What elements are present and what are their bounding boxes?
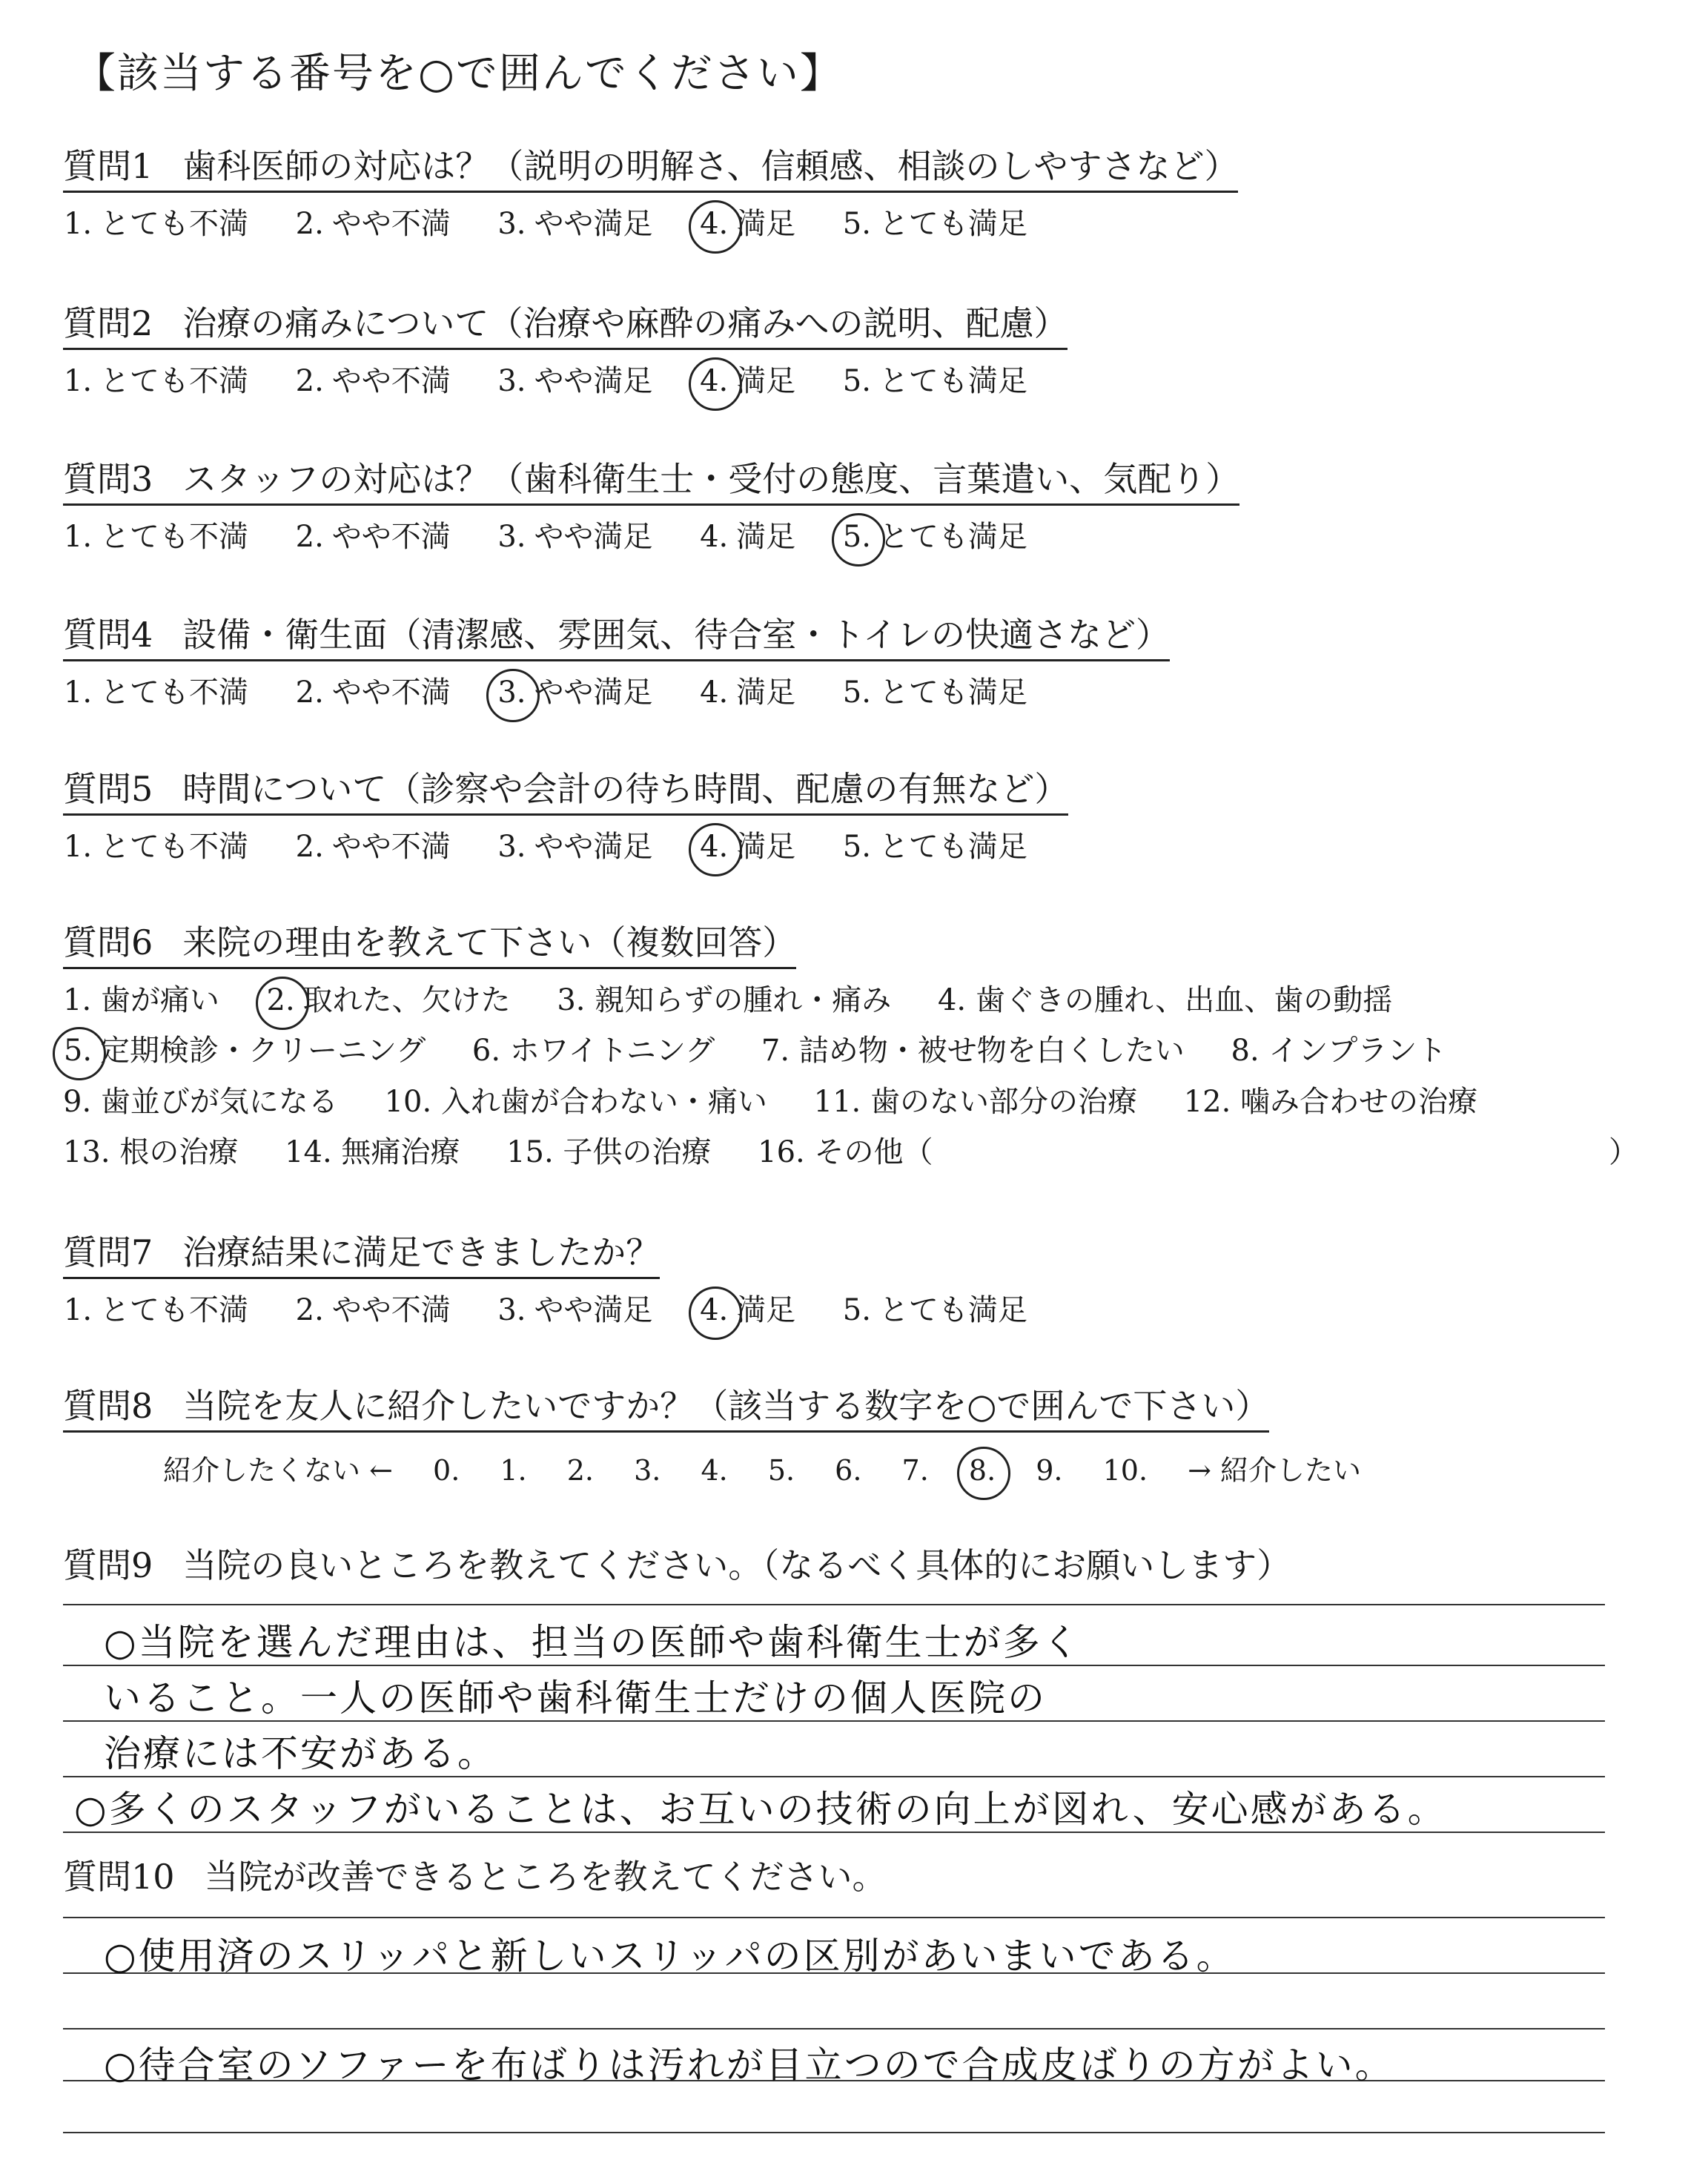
scale-right-label: → 紹介したい <box>1188 1454 1362 1487</box>
reason-8[interactable]: 8. インプラント <box>1231 1034 1447 1068</box>
question-9 <box>63 1546 1291 1590</box>
scale-10[interactable]: 10. <box>1102 1454 1148 1487</box>
question-7-options <box>63 1292 1065 1328</box>
q9-handwritten-line-4: ○多くのスタッフがいることは、お互いの技術の向上が図れ、安心感がある。 <box>74 1788 1447 1831</box>
option-2[interactable]: 2. やや不満 <box>295 364 451 398</box>
answer-line <box>63 1604 1605 1605</box>
option-2[interactable]: 2. やや不満 <box>295 207 451 241</box>
scale-left-label: 紹介したくない ← <box>163 1454 393 1487</box>
option-4-selected[interactable]: 4. 満足 <box>700 830 796 864</box>
option-4-selected[interactable]: 4. 満足 <box>700 1293 796 1327</box>
option-4[interactable]: 4. 満足 <box>700 676 796 710</box>
reason-2-selected[interactable]: 2. 取れた、欠けた <box>266 983 511 1017</box>
option-3[interactable]: 3. やや満足 <box>497 830 653 864</box>
option-1[interactable]: 1. とても不満 <box>63 520 248 554</box>
question-1-text: 歯科医師の対応は？（説明の明解さ、信頼感、相談のしやすさなど） <box>182 146 1239 186</box>
option-5[interactable]: 5. とても満足 <box>842 830 1027 864</box>
question-2 <box>63 304 1068 350</box>
question-9-text: 当院の良いところを教えてください。（なるべく具体的にお願いします） <box>182 1545 1291 1585</box>
reason-6[interactable]: 6. ホワイトニング <box>471 1034 715 1068</box>
option-2[interactable]: 2. やや不満 <box>295 676 451 710</box>
reason-9[interactable]: 9. 歯並びが気になる <box>63 1085 338 1119</box>
question-3-options <box>63 519 1065 555</box>
question-4-text: 設備・衛生面（清潔感、雰囲気、待合室・トイレの快適さなど） <box>182 615 1170 655</box>
q9-handwritten-line-1: ○当院を選んだ理由は、担当の医師や歯科衛生士が多く <box>104 1621 1082 1664</box>
question-5-text: 時間について（診察や会計の待ち時間、配慮の有無など） <box>182 769 1069 809</box>
answer-line <box>63 2028 1605 2029</box>
option-2[interactable]: 2. やや不満 <box>295 520 451 554</box>
question-5 <box>63 770 1068 816</box>
reason-15[interactable]: 15. 子供の治療 <box>506 1135 712 1169</box>
question-4-label: 質問4 <box>63 615 153 655</box>
reason-12[interactable]: 12. 噛み合わせの治療 <box>1183 1085 1478 1119</box>
question-6-row-1 <box>63 982 1429 1018</box>
question-3-label: 質問3 <box>63 459 153 499</box>
option-3[interactable]: 3. やや満足 <box>497 207 653 241</box>
scale-0[interactable]: 0. <box>433 1454 460 1487</box>
option-1[interactable]: 1. とても不満 <box>63 676 248 710</box>
q9-handwritten-line-2: いること。一人の医師や歯科衛生士だけの個人医院の <box>104 1677 1047 1720</box>
option-5[interactable]: 5. とても満足 <box>842 676 1027 710</box>
q9-handwritten-line-3: 治療には不安がある。 <box>104 1732 497 1775</box>
option-2[interactable]: 2. やや不満 <box>295 830 451 864</box>
option-4-selected[interactable]: 4. 満足 <box>700 364 796 398</box>
scale-6[interactable]: 6. <box>835 1454 862 1487</box>
scale-5[interactable]: 5. <box>767 1454 795 1487</box>
question-8-label: 質問8 <box>63 1386 153 1426</box>
question-10 <box>63 1857 887 1901</box>
reason-7[interactable]: 7. 詰め物・被せ物を白くしたい <box>761 1034 1185 1068</box>
reason-1[interactable]: 1. 歯が痛い <box>63 983 219 1017</box>
question-7-text: 治療結果に満足できましたか？ <box>182 1232 661 1272</box>
scale-8-selected[interactable]: 8. <box>968 1454 996 1487</box>
option-1[interactable]: 1. とても不満 <box>63 364 248 398</box>
option-1[interactable]: 1. とても不満 <box>63 1293 248 1327</box>
scale-2[interactable]: 2. <box>566 1454 594 1487</box>
q10-handwritten-line-1: ○使用済のスリッパと新しいスリッパの区別があいまいである。 <box>104 1935 1236 1978</box>
reason-14[interactable]: 14. 無痛治療 <box>285 1135 460 1169</box>
question-6-row-4 <box>63 1135 1638 1170</box>
question-8-text: 当院を友人に紹介したいですか？（該当する数字を○で囲んで下さい） <box>182 1386 1270 1426</box>
question-1 <box>63 147 1238 193</box>
question-6-label: 質問6 <box>63 922 153 962</box>
option-5-selected[interactable]: 5. とても満足 <box>842 520 1027 554</box>
question-10-text: 当院が改善できるところを教えてください。 <box>204 1857 887 1897</box>
option-3[interactable]: 3. やや満足 <box>497 364 653 398</box>
answer-line <box>63 2132 1605 2133</box>
question-6-text: 来院の理由を教えて下さい（複数回答） <box>182 922 797 962</box>
question-5-options <box>63 829 1065 865</box>
scale-7[interactable]: 7. <box>901 1454 929 1487</box>
question-8 <box>63 1387 1269 1433</box>
question-1-options <box>63 206 1065 242</box>
question-9-label: 質問9 <box>63 1545 153 1585</box>
question-10-label: 質問10 <box>63 1857 175 1897</box>
question-4 <box>63 615 1170 661</box>
reason-10[interactable]: 10. 入れ歯が合わない・痛い <box>384 1085 767 1119</box>
reason-11[interactable]: 11. 歯のない部分の治療 <box>813 1085 1137 1119</box>
question-6 <box>63 923 796 969</box>
question-2-label: 質問2 <box>63 303 153 343</box>
question-2-text: 治療の痛みについて（治療や麻酔の痛みへの説明、配慮） <box>182 303 1068 343</box>
other-close-paren: ） <box>1609 1135 1638 1169</box>
option-5[interactable]: 5. とても満足 <box>842 207 1027 241</box>
page-title: 【該当する番号を○で囲んでください】 <box>74 50 843 98</box>
option-5[interactable]: 5. とても満足 <box>842 1293 1027 1327</box>
option-3[interactable]: 3. やや満足 <box>497 1293 653 1327</box>
option-4[interactable]: 4. 満足 <box>700 520 796 554</box>
question-3-text: スタッフの対応は？（歯科衛生士・受付の態度、言葉遣い、気配り） <box>182 459 1240 499</box>
reason-16-other[interactable]: 16. その他（ <box>758 1135 933 1169</box>
question-7-label: 質問7 <box>63 1232 153 1272</box>
option-5[interactable]: 5. とても満足 <box>842 364 1027 398</box>
scale-4[interactable]: 4. <box>701 1454 728 1487</box>
question-5-label: 質問5 <box>63 769 153 809</box>
recommend-scale <box>163 1447 1392 1488</box>
question-1-label: 質問1 <box>63 146 153 186</box>
option-2[interactable]: 2. やや不満 <box>295 1293 451 1327</box>
reason-4[interactable]: 4. 歯ぐきの腫れ、出血、歯の動揺 <box>937 983 1393 1017</box>
reason-3[interactable]: 3. 親知らずの腫れ・痛み <box>557 983 892 1017</box>
question-4-options <box>63 675 1065 710</box>
question-3 <box>63 460 1239 506</box>
q10-handwritten-line-2: ○待合室のソファーを布ばりは汚れが目立つので合成皮ばりの方がよい。 <box>104 2044 1394 2087</box>
question-7 <box>63 1233 660 1279</box>
option-4-selected[interactable]: 4. 満足 <box>700 207 796 241</box>
scale-3[interactable]: 3. <box>634 1454 661 1487</box>
option-1[interactable]: 1. とても不満 <box>63 830 248 864</box>
question-2-options <box>63 363 1065 399</box>
question-6-row-2 <box>63 1033 1483 1069</box>
scale-9[interactable]: 9. <box>1036 1454 1063 1487</box>
question-6-row-3 <box>63 1084 1515 1120</box>
option-1[interactable]: 1. とても不満 <box>63 207 248 241</box>
scale-1[interactable]: 1. <box>500 1454 527 1487</box>
option-3-selected[interactable]: 3. やや満足 <box>497 676 653 710</box>
option-3[interactable]: 3. やや満足 <box>497 520 653 554</box>
reason-13[interactable]: 13. 根の治療 <box>63 1135 239 1169</box>
reason-5-selected[interactable]: 5. 定期検診・クリーニング <box>63 1034 426 1068</box>
answer-line <box>63 1917 1605 1918</box>
